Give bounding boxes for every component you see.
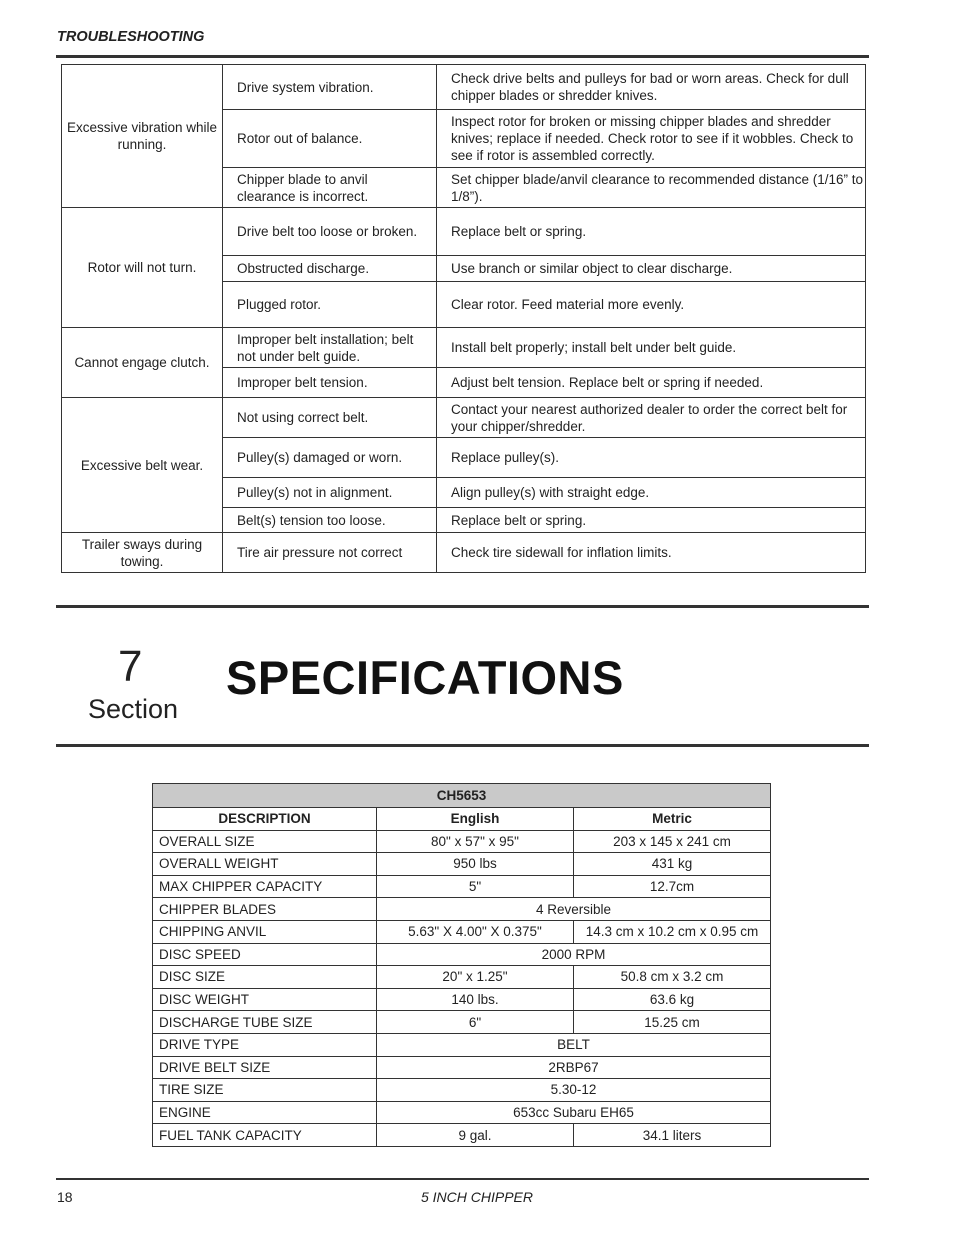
cause-cell: Improper belt tension. [223,368,437,398]
table-row [62,65,866,110]
table-row [153,920,771,943]
spec-description: DISC SPEED [153,943,377,966]
spec-value: 653cc Subaru EH65 [377,1101,771,1124]
column-header-english: English [377,808,574,831]
spec-english-value: 6" [377,1011,574,1034]
table-row [153,1056,771,1079]
remedy-cell: Adjust belt tension. Replace belt or spring if needed. [437,368,866,398]
cause-cell: Drive system vibration. [223,65,437,110]
spec-value: 2RBP67 [377,1056,771,1079]
spec-description: CHIPPER BLADES [153,898,377,921]
table-row [153,1101,771,1124]
spec-english-value: 950 lbs [377,853,574,876]
footer-rule [56,1178,869,1180]
spec-description: ENGINE [153,1101,377,1124]
spec-metric-value: 431 kg [574,853,771,876]
cause-cell: Tire air pressure not correct [223,533,437,573]
page-number: 18 [57,1189,73,1205]
problem-cell: Trailer sways during towing. [62,533,223,573]
spec-english-value: 20" x 1.25" [377,966,574,989]
cause-cell: Rotor out of balance. [223,110,437,168]
problem-cell: Excessive vibration while running. [62,65,223,208]
table-row [153,1124,771,1147]
problem-cell: Rotor will not turn. [62,208,223,328]
remedy-cell: Replace belt or spring. [437,208,866,256]
spec-value: 2000 RPM [377,943,771,966]
page-header-title: TROUBLESHOOTING [57,29,205,45]
table-row [153,853,771,876]
remedy-cell: Replace pulley(s). [437,438,866,478]
remedy-cell: Align pulley(s) with straight edge. [437,478,866,508]
table-row [153,875,771,898]
specifications-table [152,783,771,1147]
spec-metric-value: 63.6 kg [574,988,771,1011]
spec-metric-value: 12.7cm [574,875,771,898]
spec-description: CHIPPING ANVIL [153,920,377,943]
spec-description: DISC WEIGHT [153,988,377,1011]
column-header-description: DESCRIPTION [153,808,377,831]
spec-english-value: 80" x 57" x 95" [377,830,574,853]
cause-cell: Chipper blade to anvil clearance is incorrect. [223,168,437,208]
spec-description: DRIVE TYPE [153,1033,377,1056]
header-rule [56,55,869,58]
remedy-cell: Set chipper blade/anvil clearance to recommended distance (1/16” to 1/8”). [437,168,866,208]
cause-cell: Plugged rotor. [223,282,437,328]
spec-description: TIRE SIZE [153,1079,377,1102]
section-rule-bottom [56,744,869,747]
table-row [62,398,866,438]
spec-description: OVERALL SIZE [153,830,377,853]
spec-metric-value: 50.8 cm x 3.2 cm [574,966,771,989]
cause-cell: Obstructed discharge. [223,256,437,282]
spec-english-value: 5.63" X 4.00" X 0.375" [377,920,574,943]
section-title: SPECIFICATIONS [226,651,624,704]
cause-cell: Pulley(s) not in alignment. [223,478,437,508]
table-row [153,1079,771,1102]
remedy-cell: Contact your nearest authorized dealer to order the correct belt for your chipper/shredder. [437,398,866,438]
remedy-cell: Check tire sidewall for inflation limits. [437,533,866,573]
model-header: CH5653 [153,784,771,808]
cause-cell: Improper belt installation; belt not under belt guide. [223,328,437,368]
remedy-cell: Inspect rotor for broken or missing chipper blades and shredder knives; replace if needed. Check rotor to see if it wobbles. Check to see if rotor is assembled correctly. [437,110,866,168]
section-label: Section [88,694,179,724]
table-row [153,898,771,921]
table-row [153,966,771,989]
table-row [153,943,771,966]
remedy-cell: Install belt properly; install belt under belt guide. [437,328,866,368]
spec-description: DRIVE BELT SIZE [153,1056,377,1079]
remedy-cell: Check drive belts and pulleys for bad or worn areas. Check for dull chipper blades or shredder knives. [437,65,866,110]
footer-title: 5 INCH CHIPPER [420,1189,534,1205]
spec-value: 5.30-12 [377,1079,771,1102]
spec-value: BELT [377,1033,771,1056]
spec-description: MAX CHIPPER CAPACITY [153,875,377,898]
troubleshooting-table [61,64,866,573]
table-row [153,1011,771,1034]
spec-description: OVERALL WEIGHT [153,853,377,876]
spec-english-value: 140 lbs. [377,988,574,1011]
spec-metric-value: 15.25 cm [574,1011,771,1034]
spec-metric-value: 34.1 liters [574,1124,771,1147]
remedy-cell: Clear rotor. Feed material more evenly. [437,282,866,328]
table-row [153,1033,771,1056]
table-row [153,988,771,1011]
problem-cell: Excessive belt wear. [62,398,223,533]
column-header-metric: Metric [574,808,771,831]
remedy-cell: Replace belt or spring. [437,508,866,533]
spec-metric-value: 14.3 cm x 10.2 cm x 0.95 cm [574,920,771,943]
spec-description: DISCHARGE TUBE SIZE [153,1011,377,1034]
cause-cell: Pulley(s) damaged or worn. [223,438,437,478]
cause-cell: Not using correct belt. [223,398,437,438]
table-row [62,533,866,573]
section-rule-top [56,605,869,608]
spec-description: FUEL TANK CAPACITY [153,1124,377,1147]
table-row [62,328,866,368]
spec-metric-value: 203 x 145 x 241 cm [574,830,771,853]
spec-value: 4 Reversible [377,898,771,921]
table-row [153,830,771,853]
remedy-cell: Use branch or similar object to clear discharge. [437,256,866,282]
spec-english-value: 5" [377,875,574,898]
spec-english-value: 9 gal. [377,1124,574,1147]
table-row [62,208,866,256]
cause-cell: Drive belt too loose or broken. [223,208,437,256]
spec-description: DISC SIZE [153,966,377,989]
section-number: 7 [118,642,143,691]
cause-cell: Belt(s) tension too loose. [223,508,437,533]
problem-cell: Cannot engage clutch. [62,328,223,398]
